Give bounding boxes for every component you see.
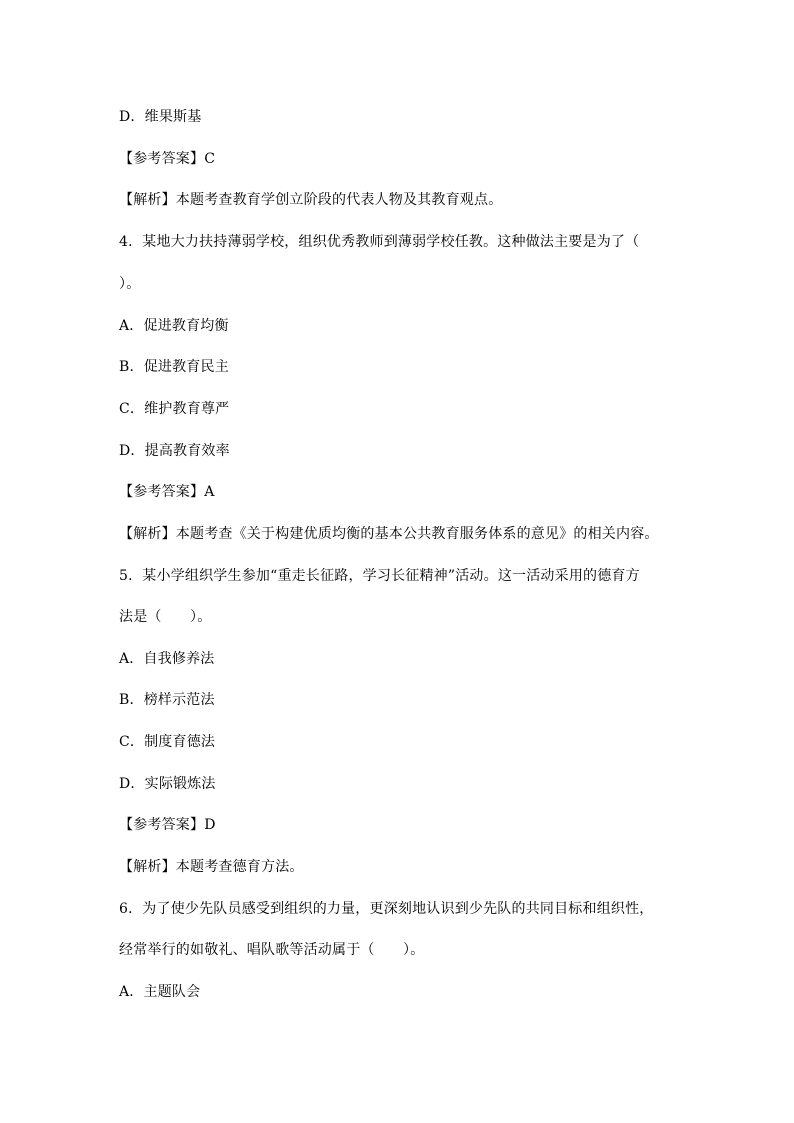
explanation-5: 【解析】本题考查德育方法。 [119, 859, 304, 875]
question-5-option-c: C．制度育德法 [119, 734, 216, 750]
question-5-option-d: D．实际锻炼法 [119, 776, 216, 792]
question-4-option-b: B．促进教育民主 [119, 359, 229, 375]
question-5-stem-end: 法是（ ）。 [119, 609, 212, 625]
question-5-option-a: A．自我修养法 [119, 651, 215, 667]
question-5-stem: 5．某小学组织学生参加“重走长征路，学习长征精神”活动。这一活动采用的德育方 [119, 568, 640, 584]
answer-key-5: 【参考答案】D [119, 817, 216, 833]
question-4-stem: 4．某地大力扶持薄弱学校，组织优秀教师到薄弱学校任教。这种做法主要是为了（ [119, 234, 640, 250]
answer-key-3: 【参考答案】C [119, 151, 216, 167]
question-6-stem-end: 经常举行的如敬礼、唱队歌等活动属于（ ）。 [119, 942, 425, 958]
explanation-4: 【解析】本题考查《关于构建优质均衡的基本公共教育服务体系的意见》的相关内容。 [119, 526, 659, 542]
question-4-option-d: D．提高教育效率 [119, 443, 230, 459]
question-4-option-a: A．促进教育均衡 [119, 318, 229, 334]
question-4-option-c: C．维护教育尊严 [119, 401, 230, 417]
explanation-3: 【解析】本题考查教育学创立阶段的代表人物及其教育观点。 [119, 192, 503, 208]
question-5-option-b: B．榜样示范法 [119, 692, 215, 708]
option-d-vygotsky: D．维果斯基 [119, 109, 202, 125]
answer-key-4: 【参考答案】A [119, 484, 215, 500]
question-6-stem: 6．为了使少先队员感受到组织的力量，更深刻地认识到少先队的共同目标和组织性， [119, 901, 654, 917]
question-4-stem-end: ）。 [119, 276, 141, 292]
question-6-option-a: A．主题队会 [119, 984, 201, 1000]
